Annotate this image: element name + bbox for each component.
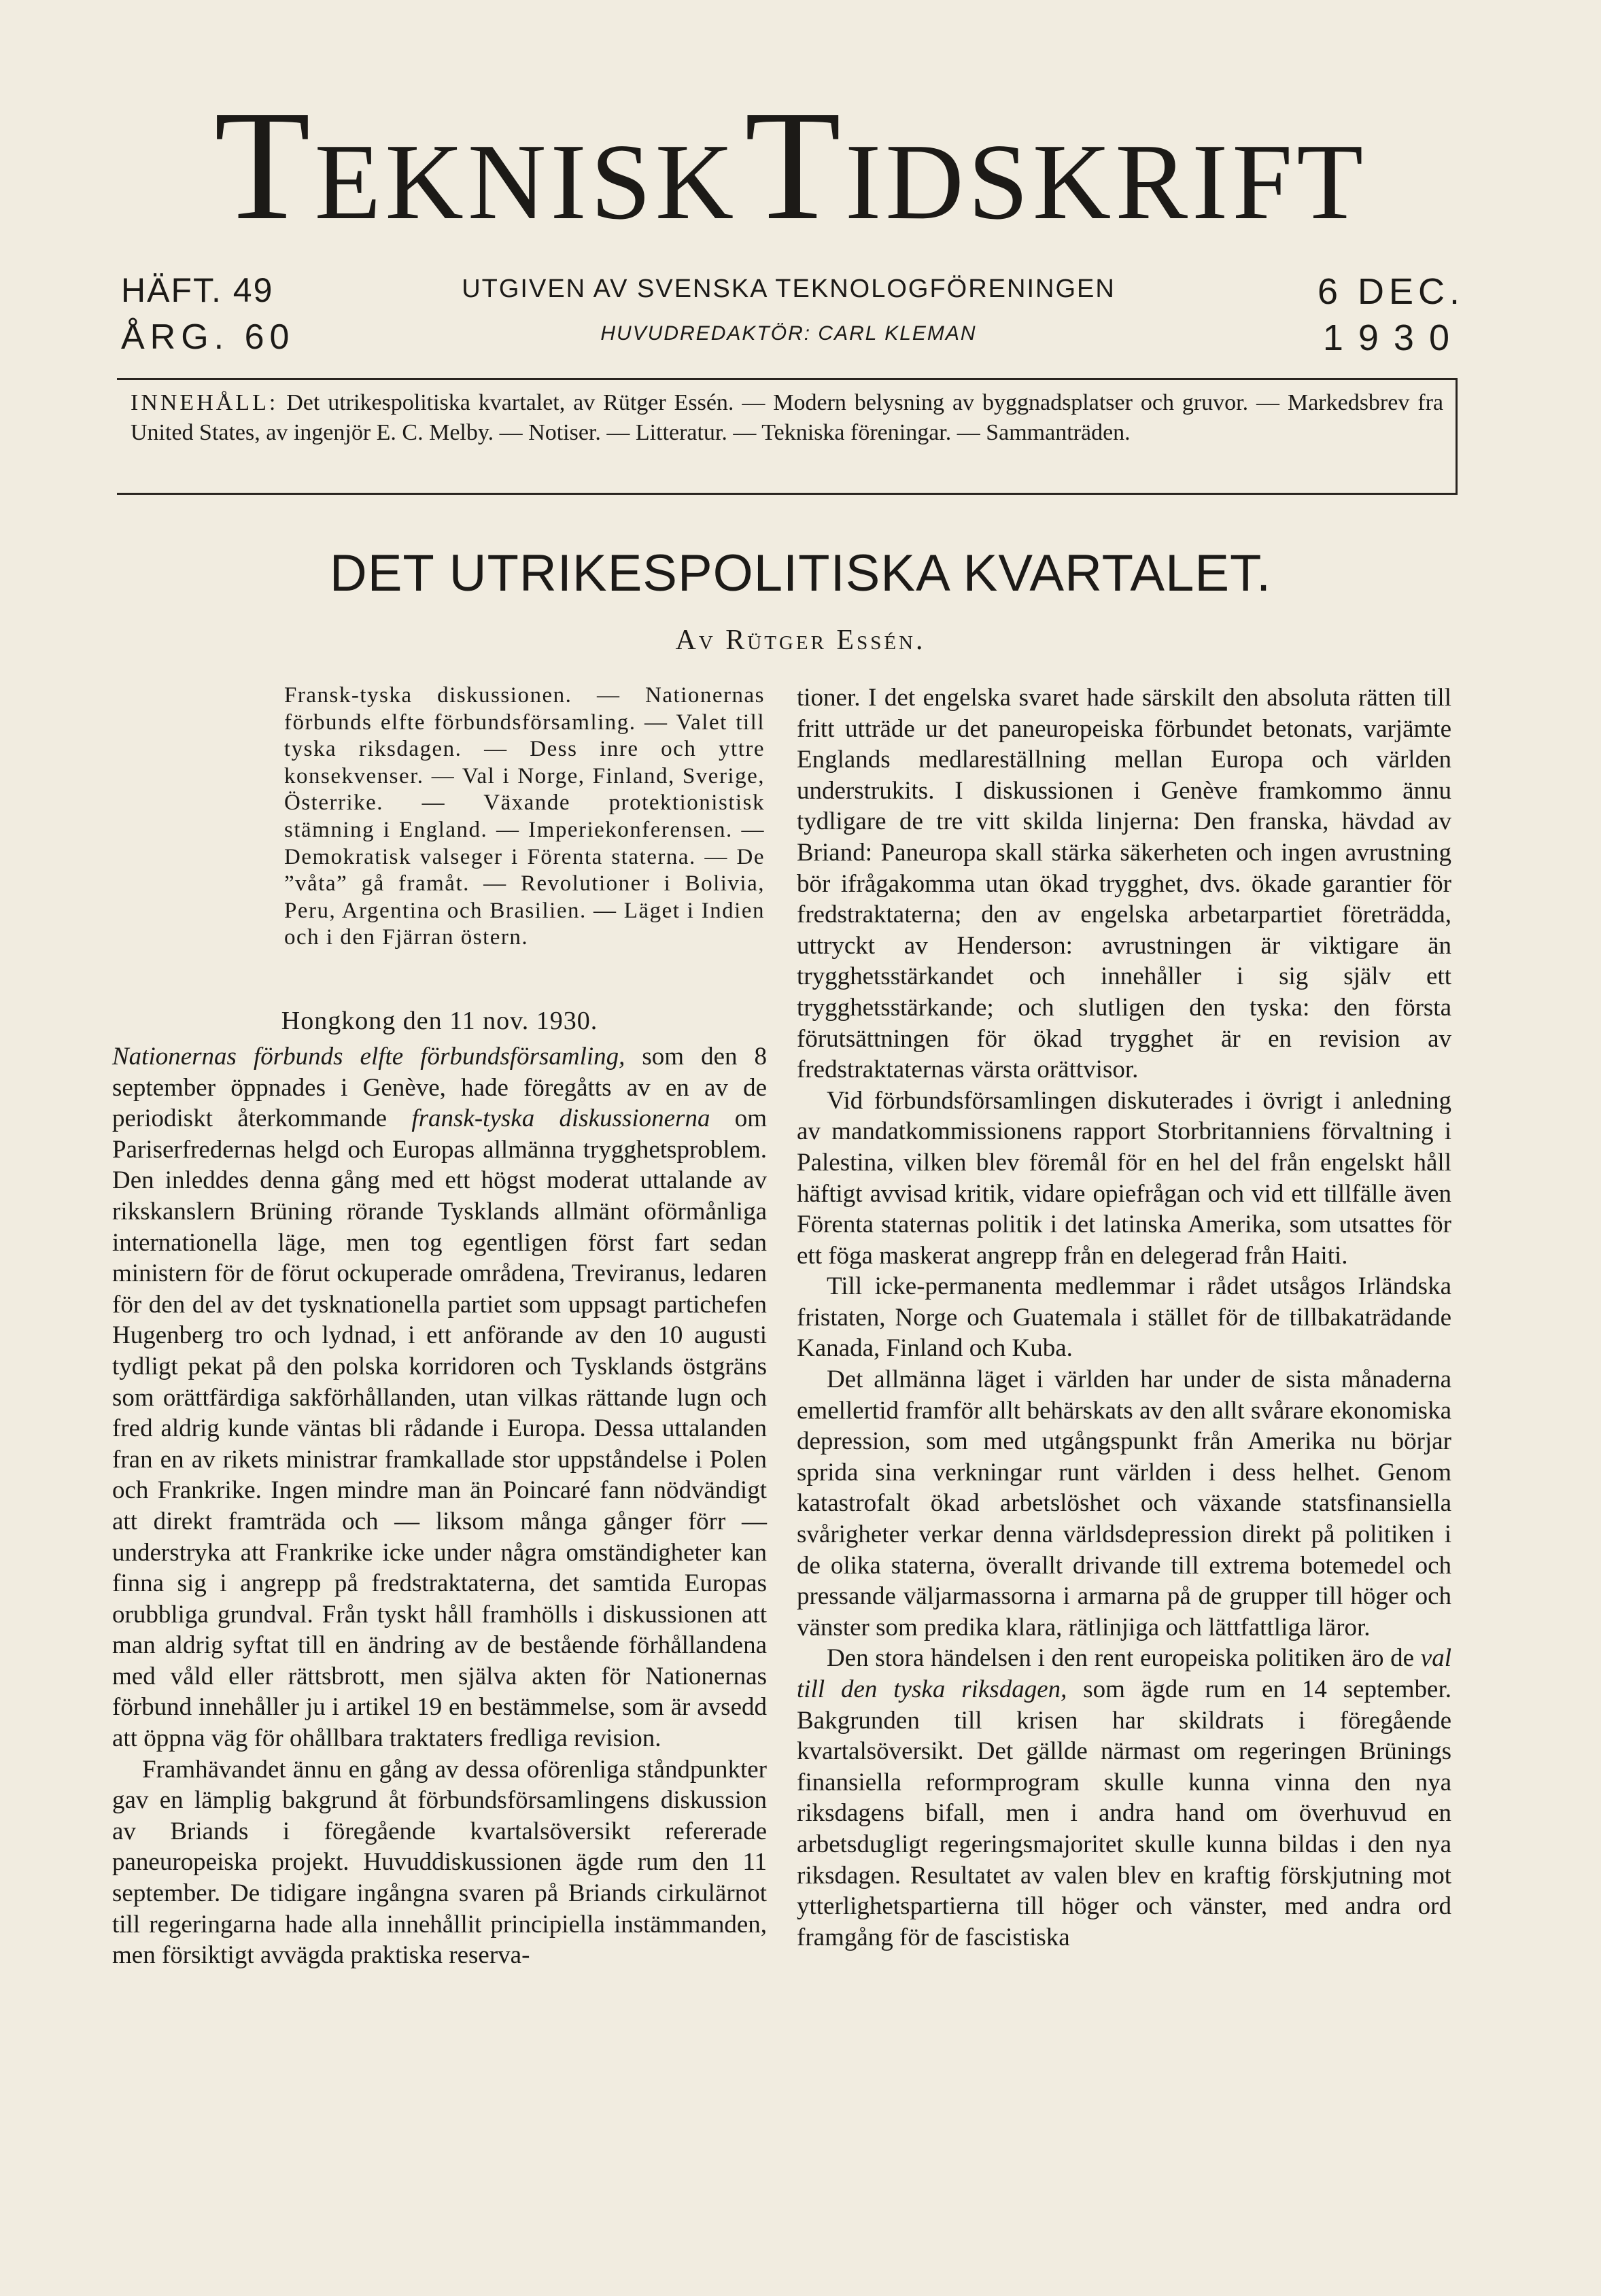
- left-column: [112, 1041, 767, 1971]
- masthead-word1-rest: EKNISK: [314, 121, 738, 242]
- paragraph-text: som ägde rum en 14 september. Bakgrunden till krisen har skildrats i föregående kvartalsöversikt. Det gällde närmast om regeringen Brünings finansiella reformprogram skulle kunna vinna den nya riksdagens bifall, men i andra hand om överhuvud en arbetsdugligt regeringsmajoritet skulle kunna bildas i den nya riksdagen. Resultatet av valen blev en kraftig förskjutning mot ytterlighetspartierna till höger och vänster, med andra ord framgång för de fascistiska: [797, 1675, 1451, 1951]
- paragraph-text: Den stora händelsen i den rent europeiska politiken äro de: [827, 1644, 1421, 1673]
- article-title: DET UTRIKESPOLITISKA KVARTALET.: [329, 544, 1272, 602]
- paragraph: Till icke-permanenta medlemmar i rådet utsågos Irländska fristaten, Norge och Guatemala i stället för de tillbakaträdande Kanada, Finland och Kuba.: [797, 1272, 1451, 1363]
- article-summary: Fransk-tyska diskussionen. — Nationernas förbunds elfte förbundsförsamling. — Valet till tyska riksdagen. — Dess inre och yttre konsekvenser. — Val i Norge, Finland, Sverige, Österrike. — Växande protektionistisk stämning i England. — Imperiekonferensen. — Demokratisk valseger i Förenta staterna. — De ”våta” gå framåt. — Revolutioner i Bolivia, Peru, Argentina och Brasilien. — Läget i Indien och i den Fjärran östern.: [284, 683, 765, 950]
- paragraph: Vid förbundsförsamlingen diskuterades i övrigt i anledning av mandatkommissionens rapport Storbritanniens förvaltning i Palestina, vilken blev föremål för en hel del från engelskt håll häftigt avvisad kritik, vidare opiefrågan och vid ett tillfälle även Förenta staternas politik i det latinska Amerika, som utsattes för ett föga maskerat angrepp från en delegerad från Haiti.: [797, 1086, 1451, 1270]
- issue-date: 6 DEC.: [1317, 271, 1464, 312]
- paragraph: Framhävandet ännu en gång av dessa oförenliga ståndpunkter gav en lämplig bakgrund åt förbundsförsamlingens diskussion av Briands i föregående kvartalsöversikt refererade paneuropeiska projekt. Huvuddiskussionen ägde rum den 11 september. De tidigare ingångna svaren på Briands cirkulärnot till regeringarna hade alla innehållit principiella instämmanden, men försiktigt avvägda praktiska reserva-: [112, 1755, 767, 1970]
- italic-phrase: fransk-tyska diskussionerna: [411, 1104, 710, 1133]
- paragraph: [112, 1041, 767, 1754]
- masthead-word1-cap: T: [213, 78, 315, 253]
- masthead-title: [114, 78, 1467, 253]
- volume-number: ÅRG. 60: [121, 317, 295, 357]
- contents-text: Det utrikespolitiska kvartalet, av Rütger Essén. — Modern belysning av byggnadsplatser och gruvor. — Markedsbrev fra United States, av ingenjör E. C. Melby. — Notiser. — Litteratur. — Tekniska föreningar. — Sammanträden.: [131, 390, 1443, 445]
- article-byline: Av Rütger Essén.: [675, 625, 926, 656]
- masthead-word2-cap: T: [744, 78, 845, 253]
- paragraph: Det allmänna läget i världen har under de sista månaderna emellertid framför allt behärskats av den allt svårare ekonomiska depression, som med utgångspunkt från Amerika nu börjar sprida sina verkningar runt världen i dess helhet. Genom katastrofalt ökad arbetslöshet och växande statsfinansiella svårigheter verkar denna världsdepression direkt på politiken i de olika staterna, överallt drivande till extrema botemedel och pressande väljarmassorna i armarna på de grupper till höger och vänster som predika klara, rätlinjiga och lättfattliga läror.: [797, 1366, 1451, 1641]
- masthead-word2-rest: IDSKRIFT: [845, 121, 1368, 242]
- article-dateline: Hongkong den 11 nov. 1930.: [281, 1007, 598, 1035]
- paragraph-text: som den 8 september öppnades i Genève, hade föregåtts av en av de periodiskt återkommande: [112, 1043, 767, 1133]
- contents-box: [117, 378, 1458, 495]
- italic-phrase: val till den tyska riksdagen,: [797, 1644, 1451, 1703]
- editor-line: HUVUDREDAKTÖR: CARL KLEMAN: [600, 322, 977, 345]
- paragraph: tioner. I det engelska svaret hade särskilt den absoluta rätten till fritt utträde ur det paneuropeiska förbundet betonats, varjämte Englands medlareställning mellan Europa och världen understrukits. I diskussionen i Genève framkommo ännu tydligare de tre vitt skilda linjerna: Den franska, hävdad av Briand: Paneuropa skall stärka säkerheten och ingen avrustning bör ifrågakomma utan ökad trygghet, dvs. ökade garantier för fredstraktaterna; den av engelska arbetarpartiet företrädda, uttryckt av Henderson: avrustningen är viktigare än trygghetsstärkandet och innehåller i sig själv ett trygghetsstärkande; och slutligen den tyska: den första förutsättningen för ökad trygghet är en revision av fredstraktaternas värsta orättvisor.: [797, 684, 1451, 1084]
- contents-label: INNEHÅLL:: [131, 390, 279, 415]
- italic-phrase: Nationernas förbunds elfte förbundsförsamling,: [112, 1043, 625, 1071]
- right-column: [797, 682, 1451, 1953]
- paragraph-text: om Pariserfredernas helgd och Europas allmänna trygghetsproblem. Den inleddes denna gång med ett högst moderat uttalande av rikskanslern Brüning rörande Tysklands allmänt oförmånliga internationella läge, men tog egentligen först fart sedan ministern för de förut ockuperade områdena, Treviranus, ledaren för den del av det tysknationella partiet som uppsagt partichefen Hugenberg tro och lydnad, i ett anförande av den 10 augusti tydligt pekat på den polska korridoren och Tysklands östgräns som orättfärdiga sakförhållanden, utan vilkas rättande lugn och fred aldrig kunde väntas bli rådande i Europa. Dessa uttalanden fran en av rikets ministrar framkallade stor uppståndelse i Polen och Frankrike. Ingen mindre man än Poincaré fann nödvändigt att direkt framträda och — liksom många gånger förr — understryka att Frankrike icke under några omständigheter kan finna sig i angrepp på fredstraktaterna, det samtida Europas orubbliga grundval. Från tyskt håll framhölls i diskussionen att man aldrig syftat till en ändring av de bestående förhållandena med våld eller rättsbrott, men själva akten för Nationernas förbund innehåller ju i artikel 19 en bestämmelse, som är avsedd att öppna väg för ohållbara traktaters fredliga revision.: [112, 1104, 767, 1753]
- publisher-line: UTGIVEN AV SVENSKA TEKNOLOGFÖRENINGEN: [462, 275, 1116, 303]
- paragraph: [797, 1643, 1451, 1953]
- issue-year: 1930: [1322, 317, 1464, 358]
- issue-number: HÄFT. 49: [121, 271, 274, 309]
